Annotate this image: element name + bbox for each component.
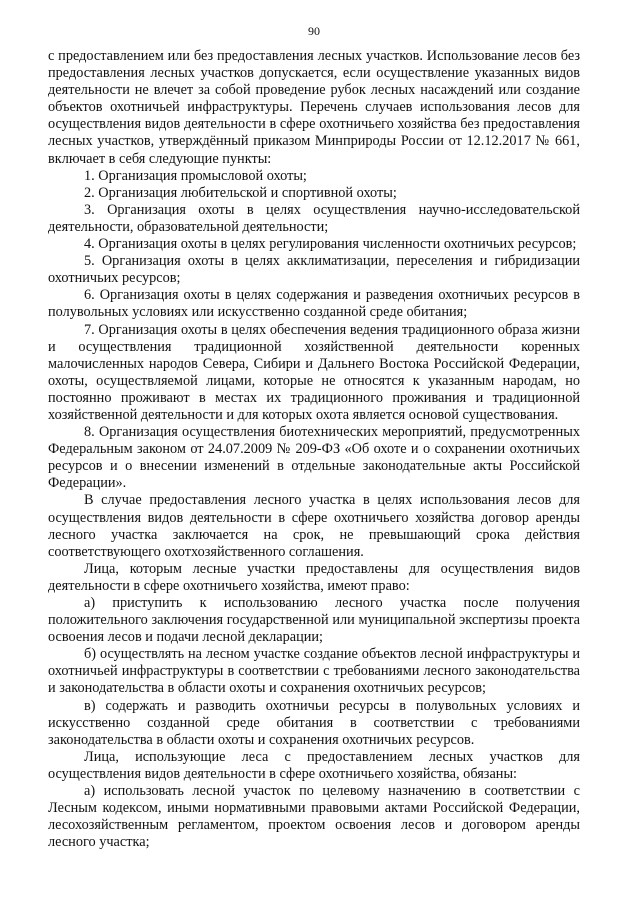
paragraph: 7. Организация охоты в целях обеспечения ведения традиционного образа жизни и осуществления традиционной хозяйственной деятельности коренных малочисленных народов Севера, Сибири и Дальнего Востока Российской Федерации, охоты, осуществляемой лицами, которые не относятся к указанным народам, но постоянно проживают в местах их традиционного проживания и традиционной хозяйственной деятельности и для которых охота является основой существования.	[48, 321, 580, 423]
paragraph: с предоставлением или без предоставления лесных участков. Использование лесов без предоставления лесных участков допускается, если осуществление указанных видов деятельности не влечет за собой проведение рубок лесных насаждений или создание объектов охотничьей инфраструктуры. Перечень случаев использования лесов для осуществления видов деятельности в сфере охотничьего хозяйства без предоставления лесных участков, утверждённый приказом Минприроды России от 12.12.2017 № 661, включает в себя следующие пункты:	[48, 48, 580, 167]
paragraph: 8. Организация осуществления биотехнических мероприятий, предусмотренных Федеральным законом от 24.07.2009 № 209-ФЗ «Об охоте и о сохранении охотничьих ресурсов и о внесении изменений в отдельные законодательные акты Российской Федерации».	[48, 424, 580, 492]
paragraph: б) осуществлять на лесном участке создание объектов лесной инфраструктуры и охотничьей инфраструктуры в соответствии с требованиями лесного законодательства и законодательства в области охоты и сохранения охотничьих ресурсов;	[48, 646, 580, 697]
paragraph: В случае предоставления лесного участка в целях использования лесов для осуществления видов деятельности в сфере охотничьего хозяйства договор аренды лесного участка заключается на срок, не превышающий срока действия соответствующего охотхозяйственного соглашения.	[48, 492, 580, 560]
paragraph: Лица, которым лесные участки предоставлены для осуществления видов деятельности в сфере охотничьего хозяйства, имеют право:	[48, 560, 580, 594]
paragraph: 2. Организация любительской и спортивной охоты;	[84, 184, 397, 201]
paragraph: а) использовать лесной участок по целевому назначению в соответствии с Лесным кодексом, иными нормативными правовыми актами Российской Федерации, лесохозяйственным регламентом, проектом освоения лесов и договором аренды лесного участка;	[48, 783, 580, 851]
paragraph: 4. Организация охоты в целях регулирования численности охотничьих ресурсов;	[84, 236, 577, 253]
page-number: 90	[308, 24, 320, 38]
paragraph: Лица, использующие леса с предоставлением лесных участков для осуществления видов деятельности в сфере охотничьего хозяйства, обязаны:	[48, 748, 580, 782]
paragraph: в) содержать и разводить охотничьи ресурсы в полувольных условиях и искусственно созданной среде обитания в соответствии с требованиями законодательства в области охоты и сохранения охотничьих ресурсов.	[48, 697, 580, 748]
paragraph: 5. Организация охоты в целях акклиматизации, переселения и гибридизации охотничьих ресурсов;	[48, 253, 580, 287]
paragraph: 3. Организация охоты в целях осуществления научно-исследовательской деятельности, образовательной деятельности;	[48, 201, 580, 235]
paragraph: а) приступить к использованию лесного участка после получения положительного заключения государственной или муниципальной экспертизы проекта освоения лесов и подачи лесной декларации;	[48, 595, 580, 646]
paragraph: 1. Организация промысловой охоты;	[84, 167, 307, 184]
document-page	[48, 0, 580, 905]
document-body	[48, 48, 580, 851]
paragraph: 6. Организация охоты в целях содержания и разведения охотничьих ресурсов в полувольных условиях или искусственно созданной среде обитания;	[48, 287, 580, 321]
